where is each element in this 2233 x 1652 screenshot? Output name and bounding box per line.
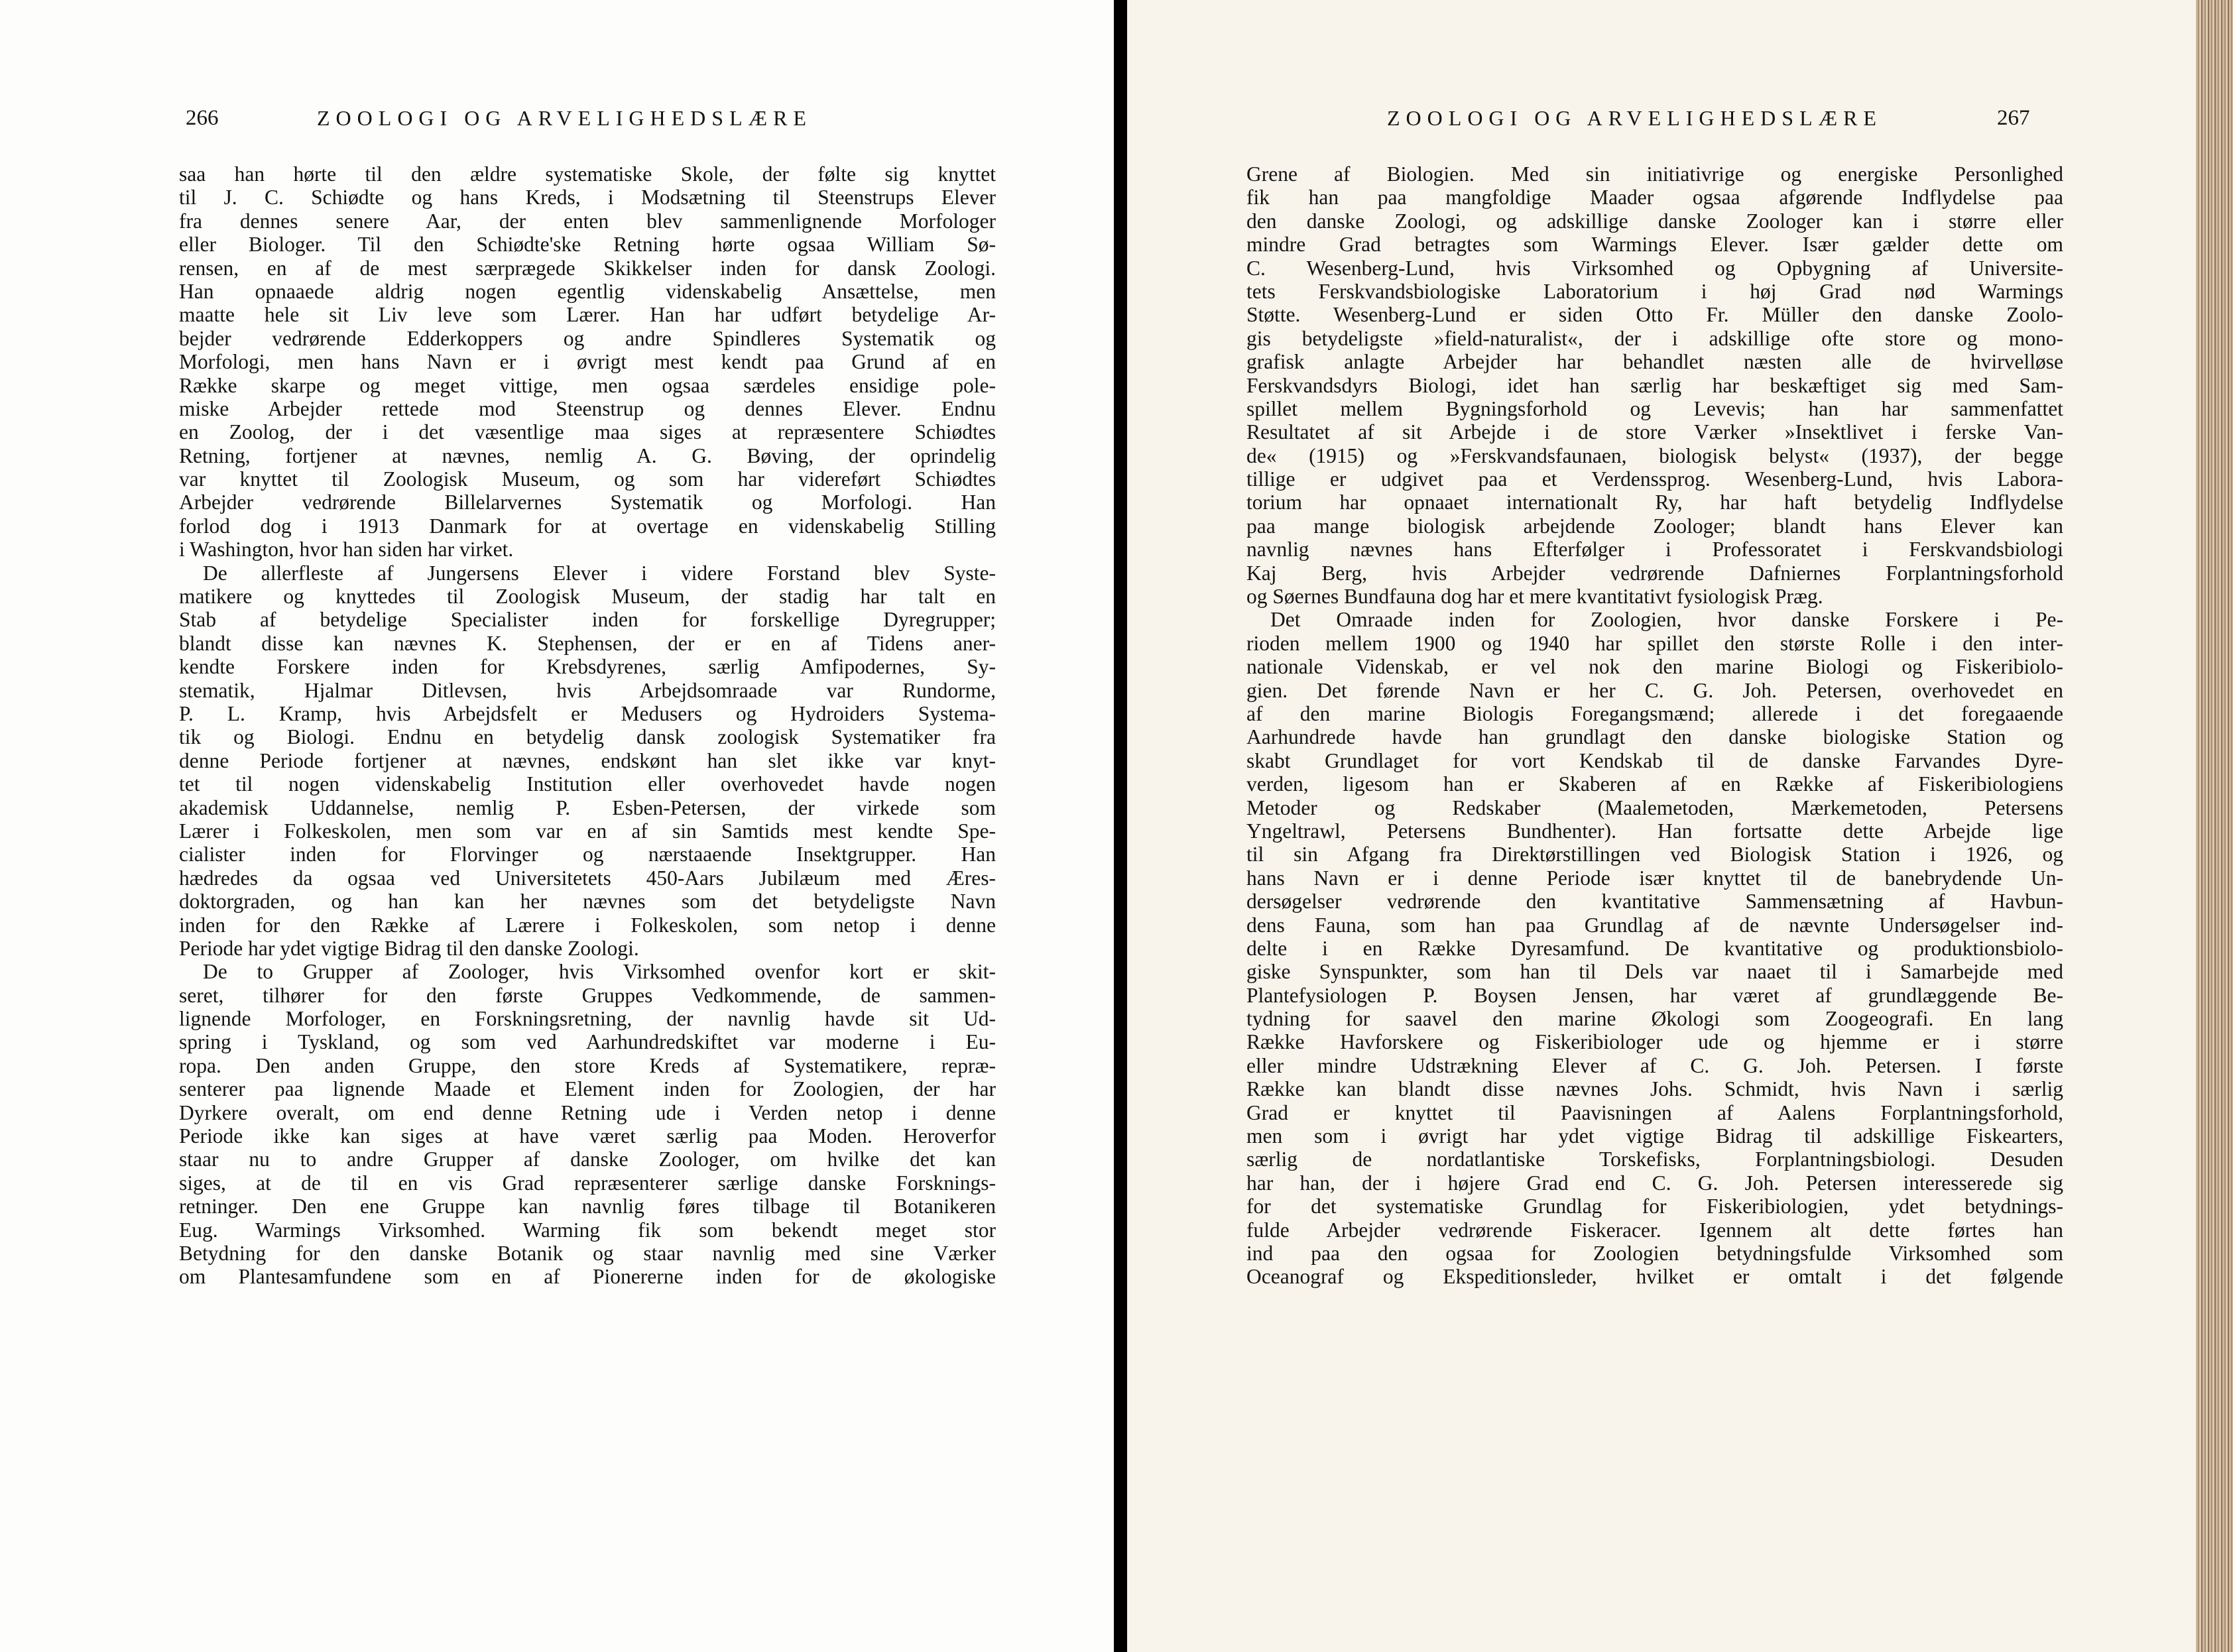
text-line: P. L. Kramp, hvis Arbejdsfelt er Medusers og Hydroiders Systema- (179, 701, 996, 725)
text-line: Dyrkere overalt, om end denne Retning ude i Verden netop i denne (179, 1100, 996, 1124)
text-line: Morfologi, men hans Navn er i øvrigt mest kendt paa Grund af en (179, 350, 996, 374)
text-line: spillet mellem Bygningsforhold og Levevis; han har sammenfattet (1246, 396, 2063, 420)
text-line: giske Synspunkter, som han til Dels var naaet til i Samarbejde med (1246, 960, 2063, 984)
text-line: Det Omraade inden for Zoologien, hvor danske Forskere i Pe- (1270, 608, 2063, 632)
text-line: var knyttet til Zoologisk Museum, og som har videreført Schiødtes (179, 467, 996, 491)
paragraph (179, 960, 996, 1288)
text-line: bejder vedrørende Edderkoppers og andre Spindleres Systematik og (179, 326, 996, 350)
page-number: 266 (186, 106, 219, 130)
text-line: om Plantesamfundene som en af Pionererne inden for de økologiske (179, 1265, 996, 1289)
text-line: tydning for saavel den marine Økologi som Zoogeografi. En lang (1246, 1007, 2063, 1031)
text-line: Grene af Biologien. Med sin initiativrige og energiske Personlighed (1246, 162, 2063, 186)
text-line: De allerfleste af Jungersens Elever i videre Forstand blev Syste- (203, 561, 996, 585)
text-line: spring i Tyskland, og som ved Aarhundredskiftet var moderne i Eu- (179, 1030, 996, 1054)
text-line: staar nu to andre Grupper af danske Zoologer, om hvilke det kan (179, 1148, 996, 1171)
text-line: Retning, fortjener at nævnes, nemlig A. G. Bøving, der oprindelig (179, 443, 996, 467)
text-line: Metoder og Redskaber (Maalemetoden, Mærkemetoden, Petersens (1246, 796, 2063, 819)
text-line: gien. Det førende Navn er her C. G. Joh. Petersen, overhovedet en (1246, 678, 2063, 702)
text-line: seret, tilhører for den første Gruppes Vedkommende, de sammen- (179, 983, 996, 1007)
text-line: fra dennes senere Aar, der enten blev sammenlignende Morfologer (179, 209, 996, 233)
text-line: De to Grupper af Zoologer, hvis Virksomhed ovenfor kort er skit- (203, 960, 996, 984)
text-line: verden, ligesom han er Skaberen af en Række af Fiskeribiologiens (1246, 772, 2063, 796)
text-line: tets Ferskvandsbiologiske Laboratorium i høj Grad nød Warmings (1246, 279, 2063, 303)
text-line: til J. C. Schiødte og hans Kreds, i Modsætning til Steenstrups Elever (179, 186, 996, 209)
text-line: Arbejder vedrørende Billelarvernes Systematik og Morfologi. Han (179, 491, 996, 514)
text-line: tik og Biologi. Endnu en betydelig dansk zoologisk Systematiker fra (179, 725, 996, 749)
paragraph (179, 561, 996, 961)
text-line: miske Arbejder rettede mod Steenstrup og dennes Elever. Endnu (179, 396, 996, 420)
text-line: Række Havforskere og Fiskeribiologer ude og hjemme er i større (1246, 1030, 2063, 1054)
text-line: saa han hørte til den ældre systematiske Skole, der følte sig knyttet (179, 162, 996, 186)
text-line: fulde Arbejder vedrørende Fiskeracer. Igennem alt dette førtes han (1246, 1218, 2063, 1242)
text-line: Yngeltrawl, Petersens Bundhenter). Han fortsatte dette Arbejde lige (1246, 819, 2063, 843)
text-line: senterer paa lignende Maade et Element inden for Zoologien, der har (179, 1077, 996, 1101)
text-line: C. Wesenberg-Lund, hvis Virksomhed og Opbygning af Universite- (1246, 256, 2063, 280)
paragraph (179, 162, 996, 561)
text-line: matikere og knyttedes til Zoologisk Museum, der stadig har talt en (179, 585, 996, 609)
text-line: denne Periode fortjener at nævnes, endskønt han slet ikke var knyt- (179, 748, 996, 772)
text-line: Kaj Berg, hvis Arbejder vedrørende Dafniernes Forplantningsforhold (1246, 561, 2063, 585)
text-line: gis betydeligste »field-naturalist«, der i adskillige ofte store og mono- (1246, 326, 2063, 350)
text-line: hædredes da ogsaa ved Universitetets 450-Aars Jubilæum med Æres- (179, 866, 996, 890)
text-line: Periode ikke kan siges at have været særlig paa Moden. Heroverfor (179, 1124, 996, 1148)
page-edges (2196, 0, 2233, 1652)
text-line: Grad er knyttet til Paavisningen af Aalens Forplantningsforhold, (1246, 1100, 2063, 1124)
text-line: doktorgraden, og han kan her nævnes som det betydeligste Navn (179, 890, 996, 914)
text-line: ind paa den ogsaa for Zoologien betydningsfulde Virksomhed som (1246, 1241, 2063, 1265)
text-line: tet til nogen videnskabelig Institution eller overhovedet havde nogen (179, 772, 996, 796)
text-line: i Washington, hvor han siden har virket. (179, 538, 514, 561)
text-line: dens Fauna, som han paa Grundlag af de nævnte Undersøgelser ind- (1246, 913, 2063, 937)
text-line: torium har opnaaet internationalt Ry, har haft betydelig Indflydelse (1246, 491, 2063, 514)
text-block (179, 162, 996, 1289)
paragraph (1246, 608, 2063, 1288)
text-line: Resultatet af sit Arbejde i de store Værker »Insektlivet i ferske Van- (1246, 420, 2063, 444)
text-block (1246, 162, 2063, 1289)
text-line: nationale Videnskab, er vel nok den marine Biologi og Fiskeribiolo- (1246, 655, 2063, 679)
text-line: Oceanograf og Ekspeditionsleder, hvilket er omtalt i det følgende (1246, 1265, 2063, 1289)
text-line: Række kan blandt disse nævnes Johs. Schmidt, hvis Navn i særlig (1246, 1077, 2063, 1101)
text-line: de« (1915) og »Ferskvandsfaunaen, biologisk belyst« (1937), der begge (1246, 443, 2063, 467)
text-line: fik han paa mangfoldige Maader ogsaa afgørende Indflydelse paa (1246, 186, 2063, 209)
text-line: siges, at de til en vis Grad repræsenterer særlige danske Forsknings- (179, 1171, 996, 1195)
text-line: akademisk Uddannelse, nemlig P. Esben-Petersen, der virkede som (179, 796, 996, 819)
text-line: Betydning for den danske Botanik og staar navnlig med sine Værker (179, 1241, 996, 1265)
right-page (1127, 0, 2196, 1652)
text-line: Lærer i Folkeskolen, men som var en af sin Samtids mest kendte Spe- (179, 819, 996, 843)
text-line: skabt Grundlaget for vort Kendskab til de danske Farvandes Dyre- (1246, 748, 2063, 772)
text-line: hans Navn er i denne Periode især knyttet til de banebrydende Un- (1246, 866, 2063, 890)
text-line: eller mindre Udstrækning Elever af C. G. Joh. Petersen. I første (1246, 1053, 2063, 1077)
text-line: en Zoolog, der i det væsentlige maa siges at repræsentere Schiødtes (179, 420, 996, 444)
text-line: inden for den Række af Lærere i Folkeskolen, som netop i denne (179, 913, 996, 937)
text-line: eller Biologer. Til den Schiødte'ske Retning hørte ogsaa William Sø- (179, 233, 996, 257)
text-line: mindre Grad betragtes som Warmings Elever. Især gælder dette om (1246, 233, 2063, 257)
text-line: men som i øvrigt har ydet vigtige Bidrag til adskillige Fiskearters, (1246, 1124, 2063, 1148)
text-line: tillige er udgivet paa et Verdenssprog. Wesenberg-Lund, hvis Labora- (1246, 467, 2063, 491)
text-line: Stab af betydelige Specialister inden for forskellige Dyregrupper; (179, 608, 996, 632)
text-line: Støtte. Wesenberg-Lund er siden Otto Fr. Müller den danske Zoolo- (1246, 303, 2063, 327)
text-line: særlig de nordatlantiske Torskefisks, Forplantningsbiologi. Desuden (1246, 1148, 2063, 1171)
text-line: rensen, en af de mest særprægede Skikkelser inden for dansk Zoologi. (179, 256, 996, 280)
text-line: Periode har ydet vigtige Bidrag til den danske Zoologi. (179, 936, 639, 960)
text-line: har han, der i højere Grad end C. G. Joh. Petersen interesserede sig (1246, 1171, 2063, 1195)
running-head: ZOOLOGI OG ARVELIGHEDSLÆRE (1387, 106, 1882, 130)
running-head: ZOOLOGI OG ARVELIGHEDSLÆRE (317, 106, 812, 130)
text-line: rioden mellem 1900 og 1940 har spillet den største Rolle i den inter- (1246, 631, 2063, 655)
left-page (0, 0, 1114, 1652)
text-line: forlod dog i 1913 Danmark for at overtage en videnskabelig Stilling (179, 514, 996, 538)
text-line: Aarhundrede havde han grundlagt den danske biologiske Station og (1246, 725, 2063, 749)
text-line: til sin Afgang fra Direktørstillingen ved Biologisk Station i 1926, og (1246, 843, 2063, 866)
text-line: stematik, Hjalmar Ditlevsen, hvis Arbejdsomraade var Rundorme, (179, 678, 996, 702)
text-line: Han opnaaede aldrig nogen egentlig videnskabelig Ansættelse, men (179, 279, 996, 303)
text-line: af den marine Biologis Foregangsmænd; allerede i det foregaaende (1246, 701, 2063, 725)
page-number: 267 (1997, 106, 2030, 130)
text-line: lignende Morfologer, en Forskningsretning, der navnlig havde sit Ud- (179, 1007, 996, 1031)
text-line: delte i en Række Dyresamfund. De kvantitative og produktionsbiolo- (1246, 936, 2063, 960)
text-line: cialister inden for Florvinger og nærstaaende Insektgrupper. Han (179, 843, 996, 866)
text-line: den danske Zoologi, og adskillige danske Zoologer kan i større eller (1246, 209, 2063, 233)
text-line: retninger. Den ene Gruppe kan navnlig føres tilbage til Botanikeren (179, 1195, 996, 1218)
text-line: paa mange biologisk arbejdende Zoologer; blandt hans Elever kan (1246, 514, 2063, 538)
text-line: for det systematiske Grundlag for Fiskeribiologien, ydet betydnings- (1246, 1195, 2063, 1218)
text-line: grafisk anlagte Arbejder har behandlet næsten alle de hvirvelløse (1246, 350, 2063, 374)
text-line: og Søernes Bundfauna dog har et mere kvantitativt fysiologisk Præg. (1246, 585, 1823, 609)
text-line: ropa. Den anden Gruppe, den store Kreds af Systematikere, repræ- (179, 1053, 996, 1077)
text-line: Række skarpe og meget vittige, men ogsaa særdeles ensidige pole- (179, 373, 996, 397)
text-line: navnlig nævnes hans Efterfølger i Professoratet i Ferskvandsbiologi (1246, 538, 2063, 561)
paragraph (1246, 162, 2063, 608)
text-line: Eug. Warmings Virksomhed. Warming fik som bekendt meget stor (179, 1218, 996, 1242)
text-line: kendte Forskere inden for Krebsdyrenes, særlig Amfipodernes, Sy- (179, 655, 996, 679)
text-line: blandt disse kan nævnes K. Stephensen, der er en af Tidens aner- (179, 631, 996, 655)
text-line: dersøgelser vedrørende den kvantitative Sammensætning af Havbun- (1246, 890, 2063, 914)
text-line: maatte hele sit Liv leve som Lærer. Han har udført betydelige Ar- (179, 303, 996, 327)
text-line: Plantefysiologen P. Boysen Jensen, har været af grundlæggende Be- (1246, 983, 2063, 1007)
text-line: Ferskvandsdyrs Biologi, idet han særlig har beskæftiget sig med Sam- (1246, 373, 2063, 397)
